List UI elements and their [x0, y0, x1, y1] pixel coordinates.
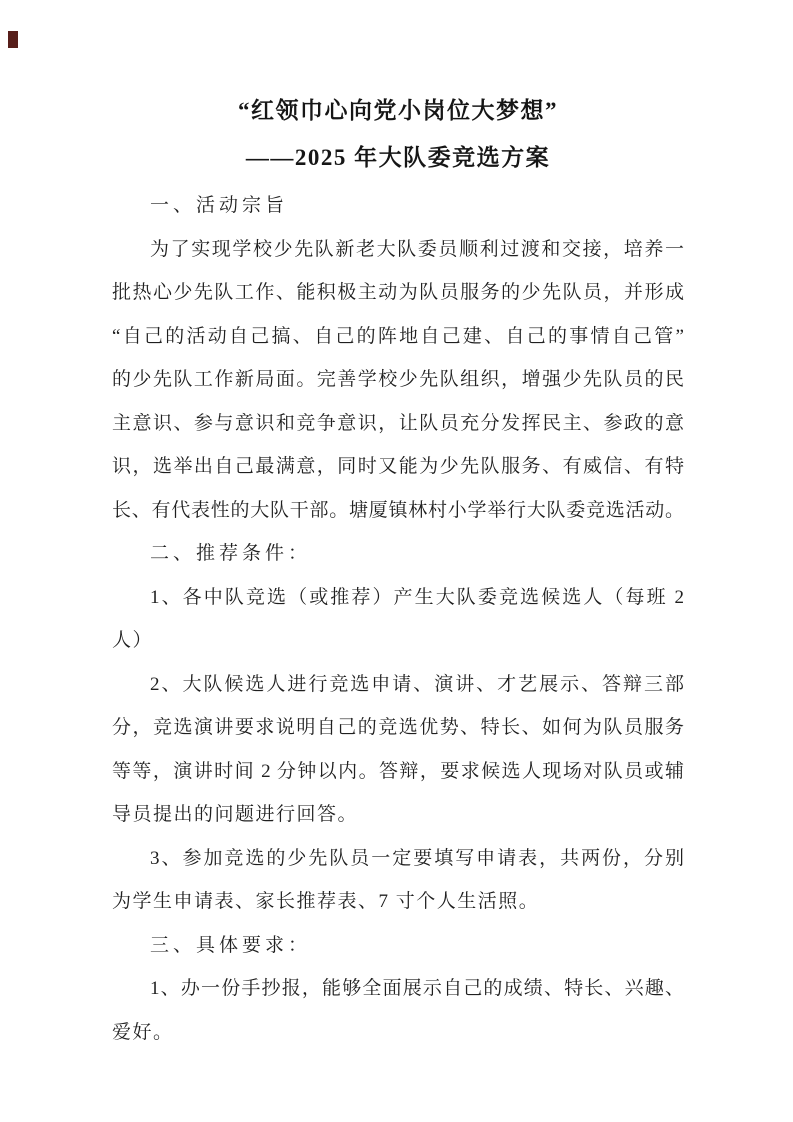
body-line: “自己的活动自己搞、自己的阵地自己建、自己的事情自己管” [112, 325, 684, 347]
body-line: 2、大队候选人进行竞选申请、演讲、才艺展示、答辩三部 [150, 673, 684, 695]
doc-title: “红领巾心向党小岗位大梦想” [238, 98, 558, 123]
body-line: 的少先队工作新局面。完善学校少先队组织，增强少先队员的民 [112, 369, 684, 390]
section-heading-1: 一、活动宗旨 [150, 195, 289, 216]
body-line: 分，竞选演讲要求说明自己的竞选优势、特长、如何为队员服务 [112, 717, 684, 738]
document-content [112, 87, 684, 1054]
section-heading-3: 三、具体要求： [150, 934, 312, 956]
body-line: 为学生申请表、家长推荐表、7 寸个人生活照。 [112, 891, 540, 912]
body-line: 长、有代表性的大队干部。塘厦镇林村小学举行大队委竞选活动。 [112, 499, 684, 521]
corner-mark [8, 31, 18, 48]
body-line: 人） [112, 630, 154, 651]
document-body [112, 184, 684, 1054]
body-line: 1、各中队竞选（或推荐）产生大队委竞选候选人（每班 2 [150, 586, 684, 608]
body-line: 主意识、参与意识和竞争意识，让队员充分发挥民主、参政的意 [112, 412, 684, 434]
doc-subtitle: ——2025 年大队委竞选方案 [245, 145, 551, 170]
body-line: 等等，演讲时间 2 分钟以内。答辩，要求候选人现场对队员或辅 [112, 760, 684, 782]
body-line: 1、办一份手抄报，能够全面展示自己的成绩、特长、兴趣、 [150, 978, 684, 999]
body-line: 爱好。 [112, 1021, 174, 1043]
body-line: 批热心少先队工作、能积极主动为队员服务的少先队员，并形成 [112, 282, 684, 303]
section-heading-2: 二、推荐条件： [150, 543, 312, 564]
body-line: 识，选举出自己最满意，同时又能为少先队服务、有威信、有特 [112, 456, 684, 477]
body-line: 导员提出的问题进行回答。 [112, 804, 359, 825]
body-line: 3、参加竞选的少先队员一定要填写申请表，共两份，分别 [150, 847, 684, 869]
body-line: 为了实现学校少先队新老大队委员顺利过渡和交接，培养一 [150, 238, 684, 260]
